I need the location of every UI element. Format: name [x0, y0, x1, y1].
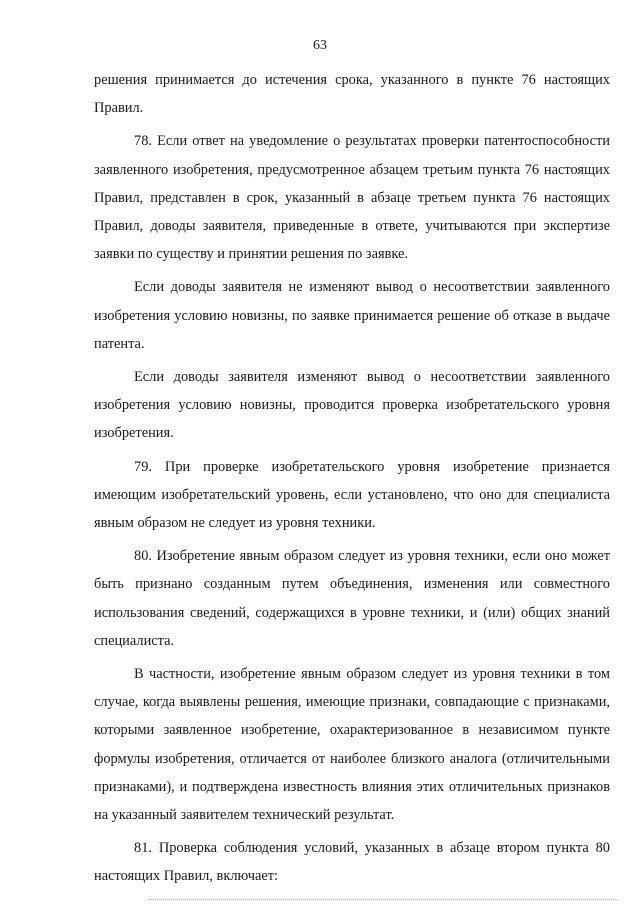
paragraph-81: 81. Проверка соблюдения условий, указанных в абзаце втором пункта 80 настоящих Правил, включает:: [94, 840, 610, 885]
scan-edge-line: [148, 899, 618, 900]
paragraph-78-rejection: Если доводы заявителя не изменяют вывод о несоответствии заявленного изобретения условию новизны, по заявке принимается решение об отказе в выдаче патента.: [94, 279, 610, 352]
document-body: [94, 66, 610, 896]
paragraph-78-inventive-check: Если доводы заявителя изменяют вывод о несоответствии заявленного изобретения условию новизны, проводится проверка изобретательского уровня изобретения.: [94, 369, 610, 442]
paragraph-79: 79. При проверке изобретательского уровня изобретение признается имеющим изобретательский уровень, если установлено, что оно для специалиста явным образом не следует из уровня техники.: [94, 458, 610, 532]
paragraph-80-particular: В частности, изобретение явным образом следует из уровня техники в том случае, когда выявлены решения, имеющие признаки, совпадающие с признаками, которыми заявленное изобретение, охарактеризованное в независимом пункте формулы изобретения, отличается от наиболее близкого аналога (отличительными признаками), и подтверждена известность влияния этих отличительных признаков на указанный заявителем технический результат.: [94, 666, 610, 824]
paragraph-78: 78. Если ответ на уведомление о результатах проверки патентоспособности заявленного изобретения, предусмотренное абзацем третьим пункта 76 настоящих Правил, представлен в срок, указанный в абзаце третьем пункта 76 настоящих Правил, доводы заявителя, приведенные в ответе, учитываются при экспертизе заявки по существу и принятии решения по заявке.: [94, 133, 610, 263]
paragraph-continuation: решения принимается до истечения срока, указанного в пункте 76 настоящих Правил.: [94, 72, 610, 117]
paragraph-80: 80. Изобретение явным образом следует из уровня техники, если оно может быть признано созданным путем объединения, изменения или совместного использования сведений, содержащихся в уровне техники, и (или) общих знаний специалиста.: [94, 548, 610, 649]
page-number: 63: [313, 38, 327, 53]
